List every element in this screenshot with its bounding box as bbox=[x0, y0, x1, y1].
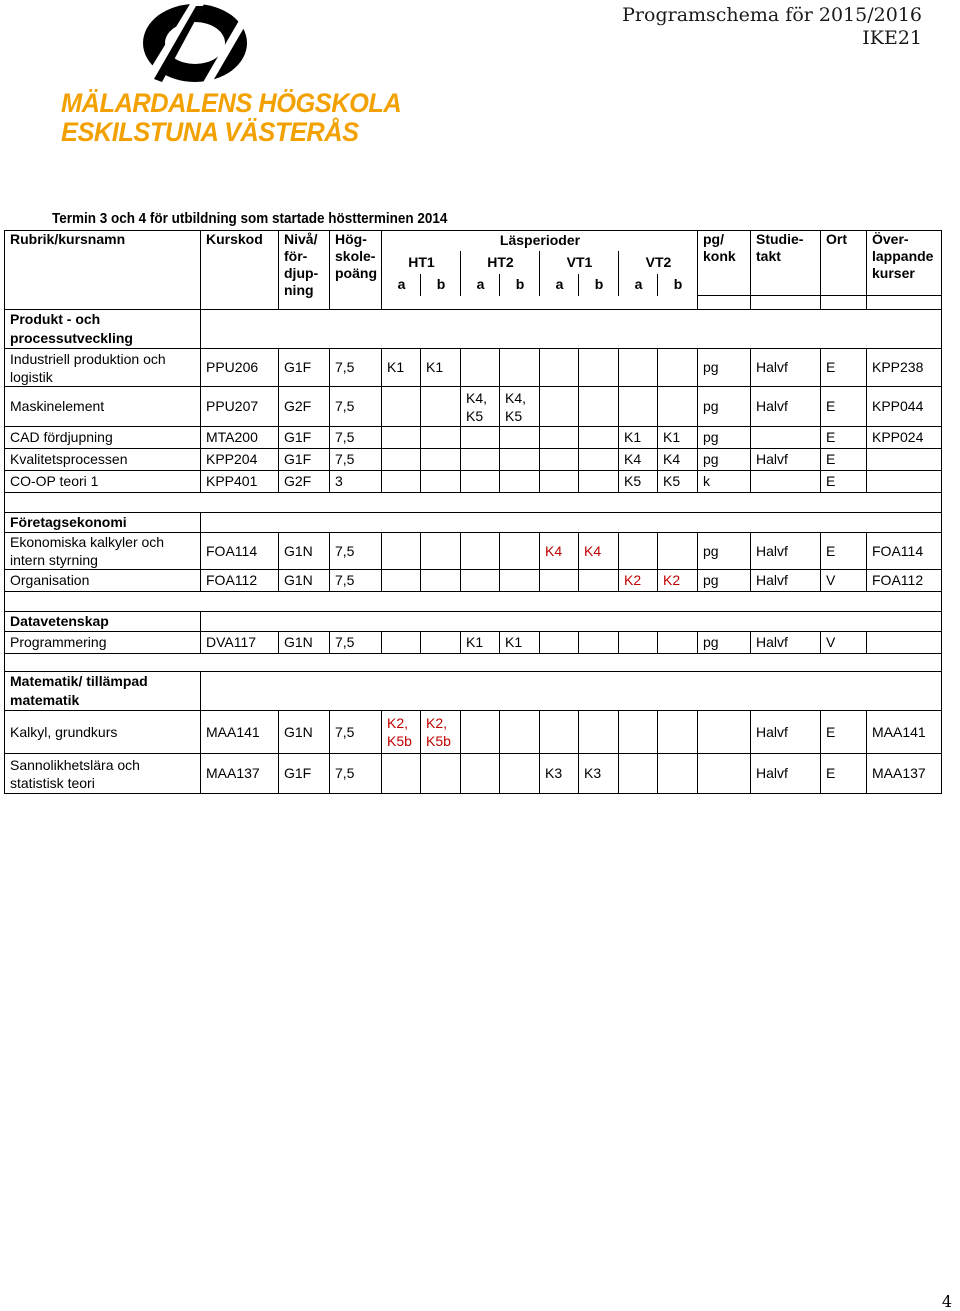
term-vt1: VT1 bbox=[540, 251, 619, 274]
period-vt1b-cell bbox=[579, 711, 619, 754]
term-ht1: HT1 bbox=[382, 251, 461, 274]
period-vt2a-cell: K1 bbox=[619, 427, 658, 449]
empty-cell bbox=[5, 493, 942, 513]
grading-cell bbox=[698, 711, 751, 754]
table-row bbox=[5, 471, 942, 493]
grading-cell: pg bbox=[698, 427, 751, 449]
period-vt2b-cell bbox=[658, 387, 698, 427]
location-cell: E bbox=[821, 471, 867, 493]
col-header-name: Rubrik/kursnamn bbox=[5, 231, 201, 310]
period-vt1a-cell bbox=[540, 632, 579, 654]
section-heading: Matematik/ tillämpad matematik bbox=[5, 672, 201, 711]
empty-cell bbox=[201, 672, 942, 711]
location-cell: E bbox=[821, 449, 867, 471]
period-ht1b-cell bbox=[421, 533, 461, 570]
empty-cell bbox=[867, 296, 942, 310]
course-credits-cell: 7,5 bbox=[330, 449, 382, 471]
blank-row bbox=[5, 493, 942, 513]
grading-cell: pg bbox=[698, 449, 751, 471]
period-ht1a-cell bbox=[382, 533, 421, 570]
blank-row bbox=[5, 592, 942, 612]
overlapping-courses-cell bbox=[867, 449, 942, 471]
location-cell: E bbox=[821, 533, 867, 570]
period-vt1a-cell bbox=[540, 349, 579, 387]
period-ht1b-cell bbox=[421, 449, 461, 471]
empty-cell bbox=[698, 296, 751, 310]
term-ht2: HT2 bbox=[461, 251, 540, 274]
overlapping-courses-cell: KPP238 bbox=[867, 349, 942, 387]
empty-cell bbox=[5, 654, 942, 672]
section-row bbox=[5, 513, 942, 533]
period-vt2b-cell: K2 bbox=[658, 570, 698, 592]
course-code-cell: MTA200 bbox=[201, 427, 279, 449]
period-sub: a bbox=[382, 274, 421, 296]
empty-cell bbox=[751, 296, 821, 310]
course-name-cell: Ekonomiska kalkyler och intern styrning bbox=[5, 533, 201, 570]
period-ht2b-cell bbox=[500, 471, 540, 493]
table-row bbox=[5, 570, 942, 592]
period-ht2a-cell: K4, K5 bbox=[461, 387, 500, 427]
period-vt1b-cell: K4 bbox=[579, 533, 619, 570]
period-ht1a-cell bbox=[382, 449, 421, 471]
course-code-cell: FOA112 bbox=[201, 570, 279, 592]
period-vt2a-cell bbox=[619, 387, 658, 427]
col-header-grading: pg/ konk bbox=[698, 231, 751, 296]
study-pace-cell: Halvf bbox=[751, 349, 821, 387]
period-ht1a-cell bbox=[382, 427, 421, 449]
course-name-cell: Organisation bbox=[5, 570, 201, 592]
col-header-code: Kurskod bbox=[201, 231, 279, 310]
course-level-cell: G1N bbox=[279, 570, 330, 592]
period-vt1b-cell bbox=[579, 471, 619, 493]
period-ht1a-cell bbox=[382, 387, 421, 427]
empty-cell bbox=[201, 513, 942, 533]
period-ht1b-cell bbox=[421, 387, 461, 427]
header-program-code: IKE21 bbox=[862, 27, 922, 49]
period-ht2a-cell bbox=[461, 533, 500, 570]
period-ht1b-cell bbox=[421, 754, 461, 794]
study-pace-cell: Halvf bbox=[751, 449, 821, 471]
period-vt1b-cell: K3 bbox=[579, 754, 619, 794]
course-name-cell: Kalkyl, grundkurs bbox=[5, 711, 201, 754]
table-row bbox=[5, 533, 942, 570]
period-sub: a bbox=[461, 274, 500, 296]
period-vt2b-cell: K1 bbox=[658, 427, 698, 449]
period-vt1b-cell bbox=[579, 449, 619, 471]
col-header-credits: Hög- skole- poäng bbox=[330, 231, 382, 310]
period-ht2b-cell bbox=[500, 449, 540, 471]
study-pace-cell: Halvf bbox=[751, 570, 821, 592]
period-ht2b-cell bbox=[500, 533, 540, 570]
period-ht2b-cell bbox=[500, 427, 540, 449]
section-heading: Datavetenskap bbox=[5, 612, 201, 632]
period-vt2b-cell: K4 bbox=[658, 449, 698, 471]
course-code-cell: PPU206 bbox=[201, 349, 279, 387]
course-name-cell: Programmering bbox=[5, 632, 201, 654]
schedule-title: Termin 3 och 4 för utbildning som startade höstterminen 2014 bbox=[52, 211, 448, 227]
period-sub: b bbox=[579, 274, 619, 296]
period-ht2a-cell bbox=[461, 349, 500, 387]
course-credits-cell: 7,5 bbox=[330, 427, 382, 449]
course-level-cell: G1F bbox=[279, 449, 330, 471]
course-credits-cell: 7,5 bbox=[330, 533, 382, 570]
period-vt2b-cell: K5 bbox=[658, 471, 698, 493]
study-pace-cell: Halvf bbox=[751, 711, 821, 754]
schedule-table bbox=[4, 230, 942, 794]
study-pace-cell: Halvf bbox=[751, 632, 821, 654]
section-heading: Företagsekonomi bbox=[5, 513, 201, 533]
page-number: 4 bbox=[941, 1292, 952, 1311]
logo-text-line2: ESKILSTUNA VÄSTERÅS bbox=[61, 117, 359, 147]
grading-cell: k bbox=[698, 471, 751, 493]
location-cell: E bbox=[821, 754, 867, 794]
logo-emblem-icon bbox=[140, 0, 260, 86]
period-vt1b-cell bbox=[579, 570, 619, 592]
col-header-location: Ort bbox=[821, 231, 867, 296]
overlapping-courses-cell bbox=[867, 632, 942, 654]
course-name-cell: CAD fördjupning bbox=[5, 427, 201, 449]
period-vt1a-cell bbox=[540, 449, 579, 471]
empty-cell bbox=[821, 296, 867, 310]
period-vt1a-cell: K4 bbox=[540, 533, 579, 570]
course-credits-cell: 7,5 bbox=[330, 387, 382, 427]
section-heading: Produkt - och processutveckling bbox=[5, 310, 201, 349]
period-ht1a-cell bbox=[382, 632, 421, 654]
course-level-cell: G2F bbox=[279, 471, 330, 493]
period-ht1a-cell: K2, K5b bbox=[382, 711, 421, 754]
col-header-pace: Studie- takt bbox=[751, 231, 821, 296]
period-ht1b-cell bbox=[421, 570, 461, 592]
location-cell: E bbox=[821, 349, 867, 387]
period-vt2a-cell bbox=[619, 711, 658, 754]
course-level-cell: G1N bbox=[279, 632, 330, 654]
empty-cell bbox=[201, 310, 942, 349]
grading-cell: pg bbox=[698, 533, 751, 570]
header-row bbox=[5, 231, 942, 251]
period-vt1a-cell bbox=[540, 387, 579, 427]
location-cell: V bbox=[821, 632, 867, 654]
table-row bbox=[5, 349, 942, 387]
period-sub: a bbox=[540, 274, 579, 296]
course-credits-cell: 7,5 bbox=[330, 632, 382, 654]
period-sub: b bbox=[421, 274, 461, 296]
empty-cell bbox=[382, 296, 698, 310]
period-vt1a-cell: K3 bbox=[540, 754, 579, 794]
period-vt2b-cell bbox=[658, 711, 698, 754]
course-name-cell: Kvalitetsprocessen bbox=[5, 449, 201, 471]
period-vt2a-cell: K4 bbox=[619, 449, 658, 471]
logo-text-line1: MÄLARDALENS HÖGSKOLA bbox=[61, 88, 402, 118]
grading-cell bbox=[698, 754, 751, 794]
period-vt2b-cell bbox=[658, 754, 698, 794]
empty-cell bbox=[5, 592, 942, 612]
period-vt1b-cell bbox=[579, 632, 619, 654]
period-vt1a-cell bbox=[540, 570, 579, 592]
period-ht2b-cell bbox=[500, 711, 540, 754]
overlapping-courses-cell: MAA141 bbox=[867, 711, 942, 754]
period-sub: b bbox=[658, 274, 698, 296]
location-cell: E bbox=[821, 711, 867, 754]
overlapping-courses-cell: KPP024 bbox=[867, 427, 942, 449]
table-row bbox=[5, 632, 942, 654]
study-pace-cell: Halvf bbox=[751, 754, 821, 794]
period-vt1b-cell bbox=[579, 427, 619, 449]
period-vt1b-cell bbox=[579, 349, 619, 387]
period-vt2b-cell bbox=[658, 533, 698, 570]
course-code-cell: KPP204 bbox=[201, 449, 279, 471]
overlapping-courses-cell: KPP044 bbox=[867, 387, 942, 427]
section-row bbox=[5, 310, 942, 349]
period-ht2b-cell: K1 bbox=[500, 632, 540, 654]
period-vt2b-cell bbox=[658, 349, 698, 387]
document-header bbox=[622, 4, 922, 50]
overlapping-courses-cell bbox=[867, 471, 942, 493]
course-level-cell: G1N bbox=[279, 711, 330, 754]
period-ht2a-cell bbox=[461, 427, 500, 449]
course-code-cell: FOA114 bbox=[201, 533, 279, 570]
period-vt2a-cell: K5 bbox=[619, 471, 658, 493]
period-sub: a bbox=[619, 274, 658, 296]
location-cell: E bbox=[821, 387, 867, 427]
table-row bbox=[5, 711, 942, 754]
period-ht1a-cell bbox=[382, 570, 421, 592]
table-row bbox=[5, 754, 942, 794]
course-credits-cell: 7,5 bbox=[330, 349, 382, 387]
header-title: Programschema för 2015/2016 bbox=[622, 4, 922, 26]
period-ht2a-cell bbox=[461, 754, 500, 794]
period-ht1b-cell bbox=[421, 427, 461, 449]
empty-cell bbox=[201, 612, 942, 632]
overlapping-courses-cell: FOA114 bbox=[867, 533, 942, 570]
course-name-cell: CO-OP teori 1 bbox=[5, 471, 201, 493]
course-credits-cell: 7,5 bbox=[330, 754, 382, 794]
course-level-cell: G1F bbox=[279, 754, 330, 794]
course-credits-cell: 3 bbox=[330, 471, 382, 493]
table-row bbox=[5, 387, 942, 427]
blank-row bbox=[5, 654, 942, 672]
period-vt1a-cell bbox=[540, 471, 579, 493]
period-vt2a-cell bbox=[619, 632, 658, 654]
course-level-cell: G1F bbox=[279, 427, 330, 449]
period-vt1a-cell bbox=[540, 427, 579, 449]
period-ht1a-cell: K1 bbox=[382, 349, 421, 387]
period-vt2a-cell bbox=[619, 533, 658, 570]
study-pace-cell bbox=[751, 471, 821, 493]
course-name-cell: Maskinelement bbox=[5, 387, 201, 427]
period-vt2a-cell bbox=[619, 754, 658, 794]
table-row bbox=[5, 427, 942, 449]
period-ht1b-cell bbox=[421, 471, 461, 493]
section-row bbox=[5, 612, 942, 632]
period-ht2a-cell: K1 bbox=[461, 632, 500, 654]
location-cell: V bbox=[821, 570, 867, 592]
period-ht2b-cell bbox=[500, 754, 540, 794]
period-vt1a-cell bbox=[540, 711, 579, 754]
period-ht2a-cell bbox=[461, 449, 500, 471]
period-vt2b-cell bbox=[658, 632, 698, 654]
period-sub: b bbox=[500, 274, 540, 296]
study-pace-cell: Halvf bbox=[751, 533, 821, 570]
overlapping-courses-cell: MAA137 bbox=[867, 754, 942, 794]
course-code-cell: MAA137 bbox=[201, 754, 279, 794]
grading-cell: pg bbox=[698, 632, 751, 654]
course-name-cell: Industriell produktion och logistik bbox=[5, 349, 201, 387]
col-header-overlap: Över- lappande kurser bbox=[867, 231, 942, 296]
course-code-cell: MAA141 bbox=[201, 711, 279, 754]
period-ht2b-cell: K4, K5 bbox=[500, 387, 540, 427]
course-name-cell: Sannolikhetslära och statistisk teori bbox=[5, 754, 201, 794]
period-vt2a-cell bbox=[619, 349, 658, 387]
study-pace-cell bbox=[751, 427, 821, 449]
period-ht2a-cell bbox=[461, 570, 500, 592]
university-logo bbox=[58, 0, 402, 150]
grading-cell: pg bbox=[698, 570, 751, 592]
course-credits-cell: 7,5 bbox=[330, 570, 382, 592]
term-vt2: VT2 bbox=[619, 251, 698, 274]
course-level-cell: G1F bbox=[279, 349, 330, 387]
course-level-cell: G2F bbox=[279, 387, 330, 427]
period-ht2a-cell bbox=[461, 471, 500, 493]
period-ht1a-cell bbox=[382, 471, 421, 493]
period-ht1b-cell: K2, K5b bbox=[421, 711, 461, 754]
period-ht1b-cell: K1 bbox=[421, 349, 461, 387]
col-header-periods: Läsperioder bbox=[382, 231, 698, 251]
period-ht1a-cell bbox=[382, 754, 421, 794]
period-ht2b-cell bbox=[500, 349, 540, 387]
grading-cell: pg bbox=[698, 349, 751, 387]
overlapping-courses-cell: FOA112 bbox=[867, 570, 942, 592]
col-header-level: Nivå/ för- djup- ning bbox=[279, 231, 330, 310]
table-row bbox=[5, 449, 942, 471]
grading-cell: pg bbox=[698, 387, 751, 427]
study-pace-cell: Halvf bbox=[751, 387, 821, 427]
course-code-cell: DVA117 bbox=[201, 632, 279, 654]
section-row bbox=[5, 672, 942, 711]
course-credits-cell: 7,5 bbox=[330, 711, 382, 754]
course-code-cell: PPU207 bbox=[201, 387, 279, 427]
course-level-cell: G1N bbox=[279, 533, 330, 570]
course-code-cell: KPP401 bbox=[201, 471, 279, 493]
location-cell: E bbox=[821, 427, 867, 449]
period-ht1b-cell bbox=[421, 632, 461, 654]
period-ht2a-cell bbox=[461, 711, 500, 754]
period-ht2b-cell bbox=[500, 570, 540, 592]
period-vt1b-cell bbox=[579, 387, 619, 427]
period-vt2a-cell: K2 bbox=[619, 570, 658, 592]
